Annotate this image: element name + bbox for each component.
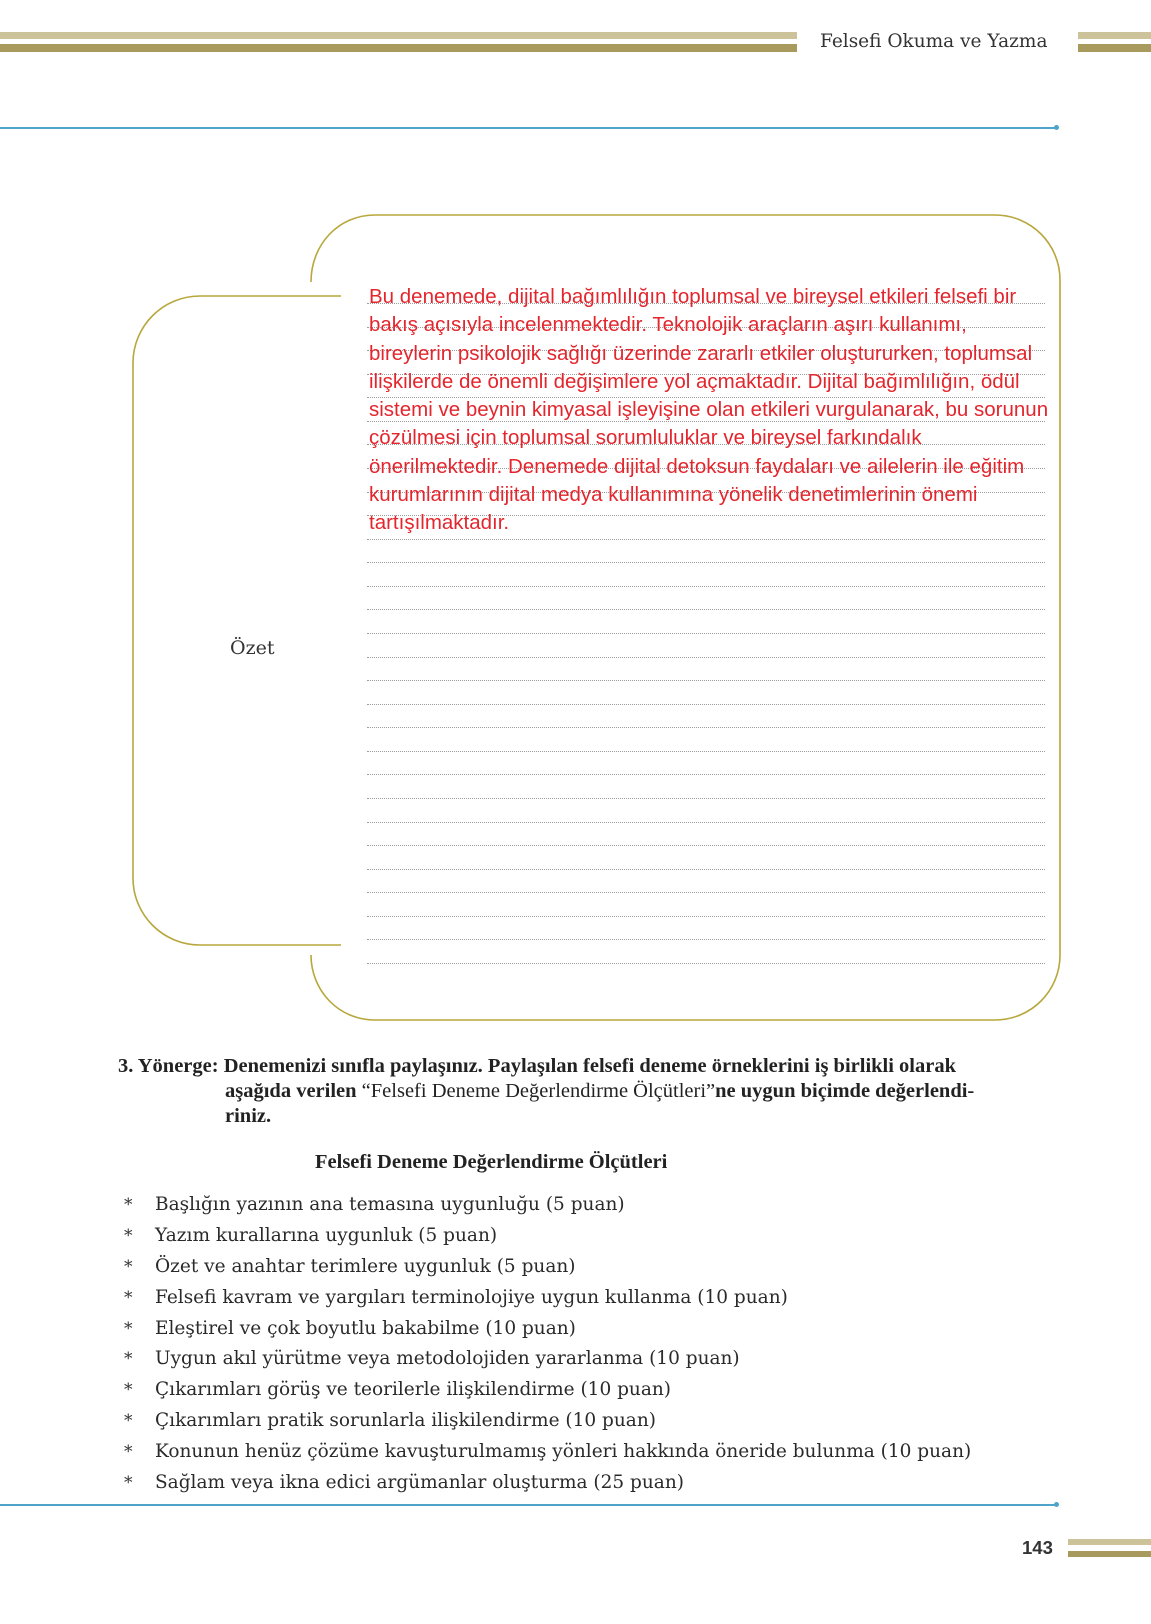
criterion-text: Yazım kurallarına uygunluk (5 puan)	[155, 1224, 498, 1246]
bullet-asterisk: *	[124, 1411, 133, 1432]
header-bar-left-light	[0, 32, 797, 39]
bullet-asterisk: *	[124, 1195, 133, 1215]
ruled-line	[367, 586, 1045, 587]
header-bar-right-dark	[1078, 44, 1151, 52]
writing-lines	[367, 0, 1045, 1]
ruled-line	[367, 916, 1045, 917]
criterion-text: Özet ve anahtar terimlere uygunluk (5 puan)	[155, 1255, 576, 1277]
criterion-text: Çıkarımları pratik sorunlarla ilişkilendirme (10 puan)	[155, 1410, 656, 1432]
ruled-line	[367, 562, 1045, 563]
bullet-asterisk: *	[124, 1225, 133, 1246]
instruction-text: aşağıda verilen	[225, 1080, 357, 1102]
instruction-line-2	[225, 1079, 974, 1104]
page-number: 143	[1022, 1537, 1053, 1558]
ruled-line	[367, 680, 1045, 681]
bullet-asterisk: *	[124, 1380, 133, 1401]
bullet-asterisk: *	[124, 1256, 133, 1277]
footer-bar-dark	[1068, 1551, 1151, 1557]
running-header-title: Felsefi Okuma ve Yazma	[820, 31, 1048, 52]
criterion-text: Başlığın yazının ana temasına uygunluğu (5 puan)	[155, 1194, 625, 1215]
bottom-blue-rule	[0, 1504, 1056, 1506]
instruction-text: riniz.	[225, 1105, 272, 1127]
bullet-asterisk: *	[124, 1442, 133, 1463]
header-bar-left-dark	[0, 44, 797, 52]
summary-line: ilişkilerde de önemli değişimlere yol açmaktadır. Dijital bağımlılığın, ödül	[369, 369, 1020, 393]
criterion-text: Konunun henüz çözüme kavuşturulmamış yönleri hakkında öneride bulunma (10 puan)	[155, 1441, 972, 1463]
top-blue-rule-dot	[1054, 125, 1059, 130]
ruled-line	[367, 539, 1045, 540]
criteria-heading: Felsefi Deneme Değerlendirme Ölçütleri	[315, 1151, 668, 1173]
criterion-text: Felsefi kavram ve yargıları terminolojiye uygun kullanma (10 puan)	[155, 1286, 788, 1308]
label-bracket	[133, 296, 341, 945]
ruled-line	[367, 727, 1045, 728]
bullet-asterisk: *	[124, 1318, 133, 1339]
instruction-line-3	[225, 1104, 271, 1129]
ruled-line	[367, 822, 1045, 823]
instruction-number: 3. Yönerge:	[118, 1055, 219, 1077]
summary-line: Bu denemede, dijital bağımlılığın toplumsal ve bireysel etkileri felsefi bir	[369, 285, 1017, 308]
instruction-line-1	[118, 1054, 956, 1079]
list-item	[0, 1406, 1151, 1437]
ruled-line	[367, 963, 1045, 964]
ruled-line	[367, 939, 1045, 940]
summary-line: tartışılmaktadır.	[369, 511, 510, 535]
criterion-text: Çıkarımları görüş ve teorilerle ilişkilendirme (10 puan)	[155, 1379, 672, 1401]
bullet-asterisk: *	[124, 1473, 133, 1494]
summary-text	[369, 283, 1048, 538]
criterion-text: Eleştirel ve çok boyutlu bakabilme (10 puan)	[155, 1317, 576, 1339]
bullet-asterisk: *	[124, 1349, 133, 1370]
list-item	[0, 1375, 1151, 1406]
ruled-line	[367, 657, 1045, 658]
list-item	[0, 1221, 1151, 1252]
instruction-text: Denemenizi sınıfla paylaşınız. Paylaşılan felsefi deneme örneklerini iş birlikli olarak	[223, 1055, 956, 1077]
criteria-list	[0, 1190, 1151, 1499]
ruled-line	[367, 869, 1045, 870]
criterion-text: Uygun akıl yürütme veya metodolojiden yararlanma (10 puan)	[155, 1348, 740, 1370]
list-item	[0, 1283, 1151, 1314]
summary-line: bireylerin psikolojik sağlığı üzerinde zararlı etkiler oluştururken, toplumsal	[369, 341, 1033, 365]
list-item	[0, 1344, 1151, 1375]
ruled-line	[367, 798, 1045, 799]
ruled-line	[367, 774, 1045, 775]
list-item	[0, 1468, 1151, 1499]
summary-line: çözülmesi için toplumsal sorumluluklar ve bireysel farkındalık	[369, 426, 922, 450]
summary-line: önerilmektedir. Denemede dijital detoksun faydaları ve ailelerin ile eğitim	[369, 454, 1025, 478]
summary-label: Özet	[230, 637, 275, 659]
top-blue-rule	[0, 127, 1056, 129]
criterion-text: Sağlam veya ikna edici argümanlar oluşturma (25 puan)	[155, 1472, 684, 1494]
list-item	[0, 1314, 1151, 1345]
list-item	[0, 1437, 1151, 1468]
ruled-line	[367, 633, 1045, 634]
summary-line: kurumlarının dijital medya kullanımına yönelik denetimlerinin önemi	[369, 483, 978, 507]
summary-line: bakış açısıyla incelenmektedir. Teknolojik araçların aşırı kullanımı,	[369, 313, 967, 337]
footer-bar-light	[1068, 1539, 1151, 1545]
ruled-line	[367, 845, 1045, 846]
list-item	[0, 1252, 1151, 1283]
bottom-blue-rule-dot	[1054, 1502, 1059, 1507]
ruled-line	[367, 751, 1045, 752]
instruction-text: ne uygun biçimde değerlendi-	[715, 1080, 975, 1102]
ruled-line	[367, 609, 1045, 610]
ruled-line	[367, 892, 1045, 893]
criteria-reference: “Felsefi Deneme Değerlendirme Ölçütleri”	[361, 1080, 716, 1102]
header-bar-right-light	[1078, 32, 1151, 39]
summary-line: sistemi ve beynin kimyasal işleyişine olan etkileri vurgulanarak, bu sorunun	[369, 398, 1049, 422]
list-item	[0, 1190, 1151, 1221]
bullet-asterisk: *	[124, 1287, 133, 1308]
ruled-line	[367, 704, 1045, 705]
